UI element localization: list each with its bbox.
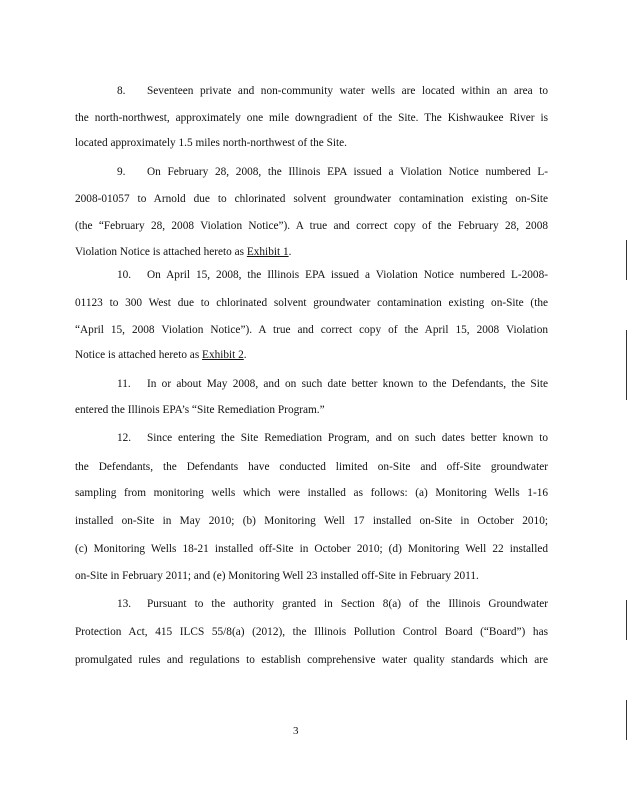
line-tail: . bbox=[288, 246, 292, 258]
paragraph-line bbox=[75, 460, 548, 475]
paragraph-text bbox=[147, 597, 548, 612]
line-text: On April 15, 2008, the Illinois EPA issued a Violation Notice numbered L-2008- bbox=[147, 269, 548, 281]
paragraph-line bbox=[75, 296, 548, 311]
paragraph-line bbox=[75, 486, 548, 501]
paragraph-line bbox=[75, 348, 548, 363]
line-text: Protection Act, 415 ILCS 55/8(a) (2012), the Illinois Pollution Control Board (“Board”) has bbox=[75, 626, 548, 638]
scan-artifact bbox=[626, 600, 627, 640]
paragraph-line bbox=[75, 136, 548, 151]
line-text: (the “February 28, 2008 Violation Notice”). A true and correct copy of the February 28, 2008 bbox=[75, 220, 548, 232]
line-text: the Defendants, the Defendants have conducted limited on-Site and off-Site groundwater bbox=[75, 461, 548, 473]
paragraph-text bbox=[147, 84, 548, 99]
line-text: entered the Illinois EPA’s “Site Remediation Program.” bbox=[75, 404, 325, 416]
paragraph-first-line bbox=[117, 597, 548, 612]
paragraph-first-line bbox=[117, 431, 548, 446]
paragraph-line bbox=[75, 245, 548, 260]
line-text: Seventeen private and non-community water wells are located within an area to bbox=[147, 85, 548, 97]
line-text: installed on-Site in May 2010; (b) Monitoring Well 17 installed on-Site in October 2010; bbox=[75, 515, 548, 527]
paragraph-number: 13. bbox=[117, 598, 132, 610]
paragraph-first-line bbox=[117, 268, 548, 283]
exhibit-reference: Exhibit 1 bbox=[246, 246, 289, 258]
line-text: Pursuant to the authority granted in Section 8(a) of the Illinois Groundwater bbox=[147, 598, 548, 610]
line-text: Violation Notice is attached hereto as bbox=[75, 246, 247, 258]
line-text: Since entering the Site Remediation Program, and on such dates better known to bbox=[147, 432, 548, 444]
paragraph-first-line bbox=[117, 165, 548, 180]
line-text: “April 15, 2008 Violation Notice”). A true and correct copy of the April 15, 2008 Violation bbox=[75, 324, 548, 336]
paragraph-text bbox=[147, 165, 548, 180]
paragraph-line bbox=[75, 514, 548, 529]
exhibit-reference: Exhibit 2 bbox=[202, 349, 244, 361]
paragraph-first-line bbox=[117, 377, 548, 392]
paragraph-line bbox=[75, 323, 548, 338]
line-text: 2008-01057 to Arnold due to chlorinated solvent groundwater contamination existing on-Site bbox=[75, 193, 548, 205]
paragraph-number: 9. bbox=[117, 166, 126, 178]
line-text: (c) Monitoring Wells 18-21 installed off-Site in October 2010; (d) Monitoring Well 22 installed bbox=[75, 543, 548, 555]
paragraph-line bbox=[75, 625, 548, 640]
line-text: promulgated rules and regulations to establish comprehensive water quality standards which are bbox=[75, 654, 548, 666]
paragraph-text bbox=[147, 268, 548, 283]
line-text: 01123 to 300 West due to chlorinated solvent groundwater contamination existing on-Site (the bbox=[75, 297, 548, 309]
paragraph-line bbox=[75, 403, 548, 418]
line-text: the north-northwest, approximately one mile downgradient of the Site. The Kishwaukee River is bbox=[75, 112, 548, 124]
paragraph-line bbox=[75, 111, 548, 126]
paragraph-first-line bbox=[117, 84, 548, 99]
paragraph-line bbox=[75, 569, 548, 584]
scan-artifact bbox=[626, 330, 627, 400]
paragraph-line bbox=[75, 542, 548, 557]
paragraph-line bbox=[75, 192, 548, 207]
scan-artifact bbox=[626, 240, 627, 280]
line-text: on-Site in February 2011; and (e) Monitoring Well 23 installed off-Site in February 2011. bbox=[75, 570, 479, 582]
line-text: located approximately 1.5 miles north-northwest of the Site. bbox=[75, 137, 348, 149]
page-number: 3 bbox=[293, 725, 299, 737]
paragraph-line bbox=[75, 653, 548, 668]
line-text: Notice is attached hereto as bbox=[75, 349, 203, 361]
paragraph-text bbox=[147, 377, 548, 392]
paragraph-number: 12. bbox=[117, 432, 132, 444]
paragraph-line bbox=[75, 219, 548, 234]
paragraph-number: 10. bbox=[117, 269, 132, 281]
line-text: In or about May 2008, and on such date better known to the Defendants, the Site bbox=[147, 378, 548, 390]
scan-artifact bbox=[626, 700, 627, 740]
paragraph-number: 8. bbox=[117, 85, 126, 97]
line-text: sampling from monitoring wells which were installed as follows: (a) Monitoring Wells 1-16 bbox=[75, 487, 548, 499]
paragraph-text bbox=[147, 431, 548, 446]
paragraph-number: 11. bbox=[117, 378, 131, 390]
line-tail: . bbox=[243, 349, 247, 361]
line-text: On February 28, 2008, the Illinois EPA issued a Violation Notice numbered L- bbox=[147, 166, 548, 178]
